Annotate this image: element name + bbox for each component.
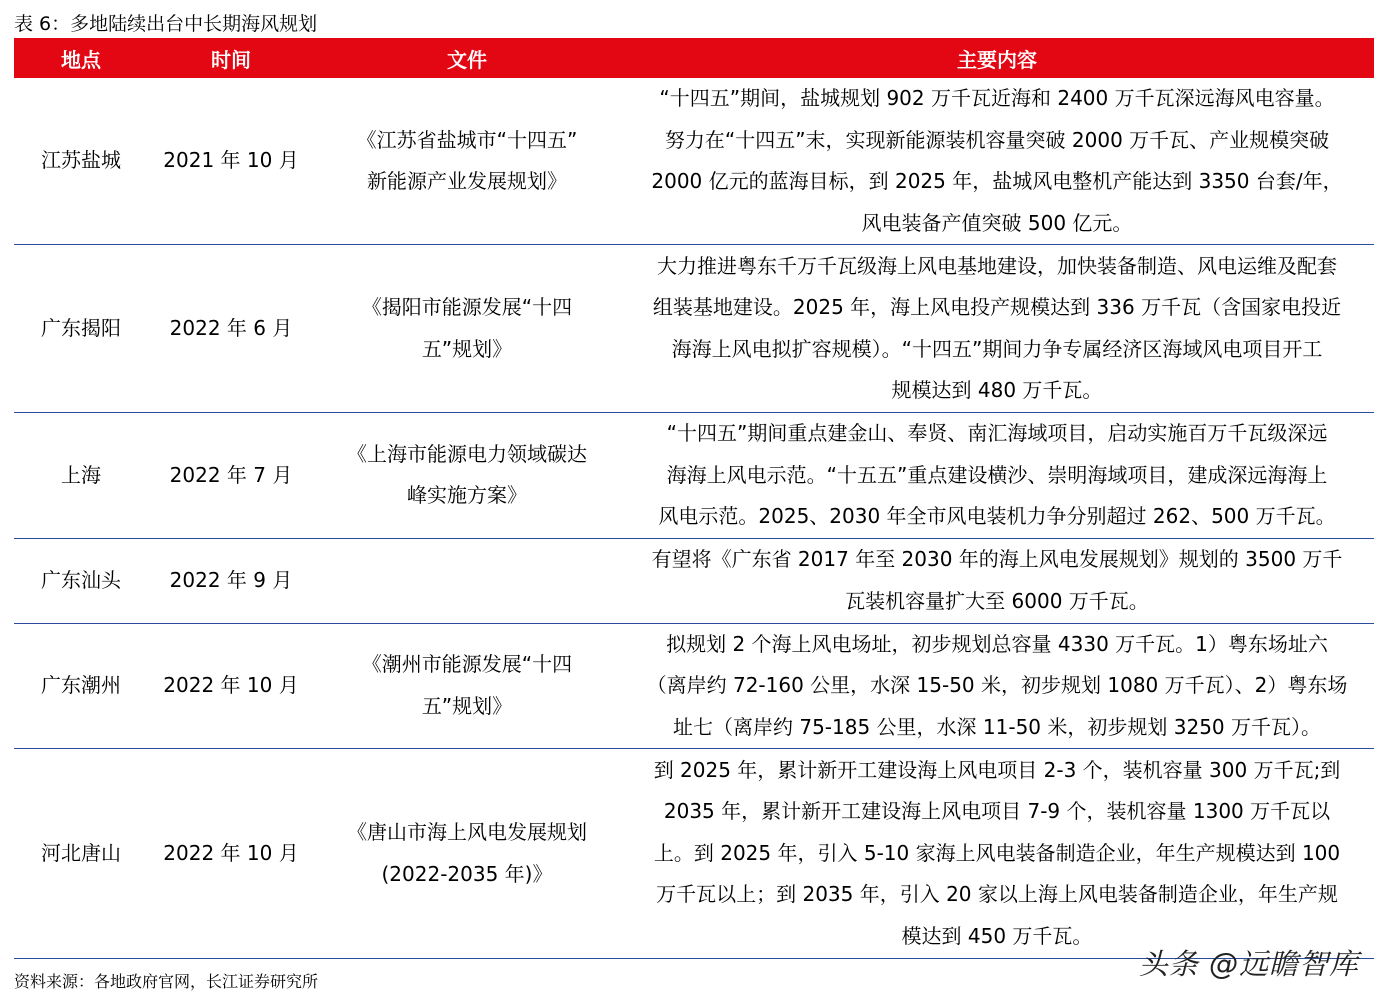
- content-line: 海海上风电示范。“十五五”重点建设横沙、崇明海域项目，建成深远海海上: [666, 462, 1328, 487]
- content-line: 组装基地建设。2025 年，海上风电投产规模达到 336 万千瓦（含国家电投近: [652, 295, 1342, 319]
- content-line: 模达到 450 万千瓦。: [901, 923, 1093, 948]
- content-line: 拟规划 2 个海上风电场址，初步规划总容量 4330 万千瓦。1）粤东场址六: [666, 631, 1328, 656]
- cell-place: 广东潮州: [14, 623, 148, 749]
- content-line: （离岸约 72-160 公里，水深 15-50 米，初步规划 1080 万千瓦）、2）粤东场: [646, 673, 1348, 697]
- table-header-row: [14, 38, 1374, 78]
- content-line: 风电示范。2025、2030 年全市风电装机力争分别超过 262、500 万千瓦。: [658, 504, 1336, 528]
- cell-time: 2022 年 6 月: [148, 245, 314, 413]
- source-note: 资料来源：各地政府官网，长江证券研究所: [14, 972, 319, 991]
- cell-time: 2022 年 7 月: [148, 413, 314, 539]
- cell-content: [620, 78, 1374, 245]
- content-line: 海海上风电拟扩容规模）。“十四五”期间力争专属经济区海域风电项目开工: [671, 336, 1323, 361]
- content-line: 址七（离岸约 75-185 公里，水深 11-50 米，初步规划 3250 万千瓦）。: [673, 714, 1321, 739]
- header-place: 地点: [14, 38, 148, 78]
- cell-content: [620, 245, 1374, 413]
- document-line: 五”规划》: [421, 693, 513, 718]
- cell-time: 2021 年 10 月: [148, 78, 314, 245]
- cell-content: [620, 749, 1374, 959]
- content-line: “十四五”期间，盐城规划 902 万千瓦近海和 2400 万千瓦深远海风电容量。: [659, 86, 1335, 110]
- watermark-text: 头条 @远瞻智库: [1138, 947, 1359, 981]
- cell-document: [314, 78, 620, 245]
- content-line: 2035 年，累计新开工建设海上风电项目 7-9 个，装机容量 1300 万千瓦以: [663, 799, 1331, 824]
- cell-time: 2022 年 9 月: [148, 538, 314, 623]
- content-line: 上。到 2025 年，引入 5-10 家海上风电装备制造企业，年生产规模达到 100: [653, 840, 1341, 865]
- cell-document: [314, 623, 620, 749]
- cell-time: 2022 年 10 月: [148, 623, 314, 749]
- header-content: 主要内容: [620, 38, 1374, 78]
- document-line: 峰实施方案》: [407, 483, 527, 508]
- cell-document: [314, 413, 620, 539]
- cell-content: [620, 538, 1374, 623]
- document-line: 《潮州市能源发展“十四: [361, 652, 573, 677]
- planning-table: [14, 38, 1374, 959]
- table-row: [14, 413, 1374, 539]
- document-line: 《唐山市海上风电发展规划: [347, 820, 587, 844]
- document-line: (2022-2035 年)》: [381, 861, 553, 886]
- content-line: 瓦装机容量扩大至 6000 万千瓦。: [845, 588, 1149, 613]
- document-line: 《揭阳市能源发展“十四: [361, 295, 573, 319]
- document-line: 《江苏省盐城市“十四五”: [356, 127, 578, 152]
- document-line: 《上海市能源电力领域碳达: [347, 441, 587, 466]
- cell-document: [314, 245, 620, 413]
- cell-document: [314, 749, 620, 959]
- content-line: 努力在“十四五”末，实现新能源装机容量突破 2000 万千瓦、产业规模突破: [664, 127, 1330, 152]
- cell-content: [620, 623, 1374, 749]
- cell-place: 广东汕头: [14, 538, 148, 623]
- cell-place: 江苏盐城: [14, 78, 148, 245]
- cell-content: [620, 413, 1374, 539]
- table-row: [14, 538, 1374, 623]
- header-document: 文件: [314, 38, 620, 78]
- content-line: 有望将《广东省 2017 年至 2030 年的海上风电发展规划》规划的 3500 万千: [651, 547, 1343, 571]
- content-line: “十四五”期间重点建金山、奉贤、南汇海域项目，启动实施百万千瓦级深远: [666, 421, 1328, 445]
- table-row: [14, 245, 1374, 413]
- cell-place: 广东揭阳: [14, 245, 148, 413]
- header-time: 时间: [148, 38, 314, 78]
- content-line: 风电装备产值突破 500 亿元。: [861, 210, 1133, 235]
- table-row: [14, 749, 1374, 959]
- table-row: [14, 623, 1374, 749]
- content-line: 万千瓦以上；到 2035 年，引入 20 家以上海上风电装备制造企业，年生产规: [656, 882, 1338, 907]
- content-line: 2000 亿元的蓝海目标，到 2025 年，盐城风电整机产能达到 3350 台套/年，: [651, 169, 1343, 193]
- cell-place: 河北唐山: [14, 749, 148, 959]
- cell-document: [314, 538, 620, 623]
- cell-place: 上海: [14, 413, 148, 539]
- cell-time: 2022 年 10 月: [148, 749, 314, 959]
- content-line: 规模达到 480 万千瓦。: [891, 378, 1103, 402]
- document-line: 新能源产业发展规划》: [367, 169, 567, 193]
- table-caption: 表 6：多地陆续出台中长期海风规划: [14, 13, 318, 35]
- table-row: [14, 78, 1374, 245]
- content-line: 到 2025 年，累计新开工建设海上风电项目 2-3 个，装机容量 300 万千瓦;到: [653, 757, 1341, 782]
- document-line: 五”规划》: [421, 336, 513, 361]
- content-line: 大力推进粤东千万千瓦级海上风电基地建设，加快装备制造、风电运维及配套: [657, 253, 1337, 278]
